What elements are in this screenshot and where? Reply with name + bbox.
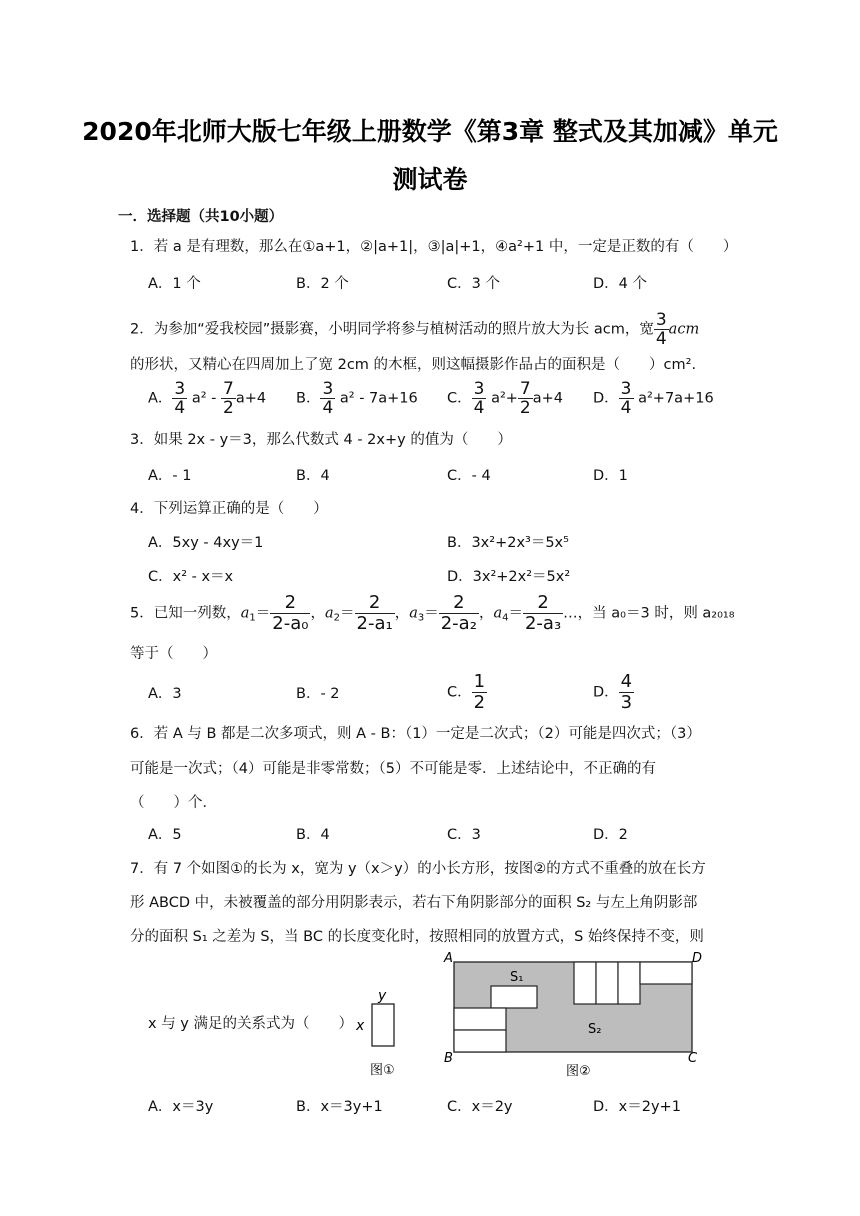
question-5-line-2: 等于（ ） — [130, 646, 217, 662]
small-rect-vertical-3 — [618, 962, 640, 1004]
question-7-line-3: 分的面积 S₁ 之差为 S，当 BC 的长度变化时，按照相同的放置方式，S 始终保持不变，则 — [130, 929, 704, 945]
q2-c-frac2 — [518, 380, 533, 417]
q5-f1-num: 2 — [284, 592, 297, 613]
question-2-line-2: 的形状，又精心在四周加上了宽 2cm 的木框，则这幅摄影作品占的面积是（ ）cm². — [130, 357, 697, 373]
q4-option-b: B．3x²+2x³＝5x⁵ — [447, 535, 569, 551]
fig2-label-a: A — [444, 951, 453, 966]
q5-option-a: A．3 — [148, 686, 182, 702]
q5-option-d: D． $\frac{4}{3}$ — [593, 671, 633, 713]
fig1-caption: 图① — [370, 1063, 395, 1078]
question-6-line-3: （ ）个． — [130, 795, 217, 811]
q2-option-c: C． $\frac{3}{4}$ a²+ $\frac{7}{2}$ a+4 — [447, 379, 564, 418]
q5-c-num: 1 — [473, 671, 486, 692]
q2-d-frac: $\frac{3}{4}$ — [620, 379, 632, 418]
q2-option-a: A． $\frac{3}{4}$ a² - $\frac{7}{2}$ a+4 — [148, 379, 267, 418]
q6-option-b: B．4 — [296, 827, 330, 843]
small-rectangle — [372, 1004, 394, 1046]
fig1-label-y: y — [378, 988, 387, 1004]
q1-option-d: D．4 个 — [593, 276, 647, 292]
q2-a-frac2 — [221, 380, 236, 417]
q2-frac-den: 4 — [655, 329, 667, 349]
q2-b-tail: a² - 7a+16 — [339, 390, 418, 407]
question-3: 3．如果 2x - y＝3，那么代数式 4 - 2x+y 的值为（ ） — [130, 432, 512, 448]
small-rect-middle — [491, 986, 537, 1008]
title-line-1: 2020年北师大版七年级上册数学《第3章 整式及其加减》单元 — [82, 117, 778, 146]
q2-a-frac: $\frac{3}{4}$ — [174, 379, 186, 418]
q5-f2-num: 2 — [368, 592, 381, 613]
q7-option-a: A．x＝3y — [148, 1099, 214, 1115]
small-rect-vertical-2 — [596, 962, 618, 1004]
fig2-label-s2: S₂ — [588, 1022, 602, 1037]
q2-c-tail: a²+ — [491, 390, 518, 407]
q2-b-frac: $\frac{3}{4}$ — [322, 379, 334, 418]
q2-d-tail: a²+7a+16 — [638, 390, 714, 407]
q5-frac-1 — [270, 593, 310, 634]
title-line-2: 测试卷 — [392, 165, 468, 194]
q2-fraction — [654, 311, 669, 348]
small-rect-bottom-1 — [454, 1008, 506, 1030]
q5-f3-num: 2 — [453, 592, 465, 613]
q5-d-num: 4 — [620, 671, 633, 692]
q2-c-end: a+4 — [532, 390, 564, 407]
q4-option-c: C．x² - x＝x — [148, 569, 234, 585]
q2-a-frac2-den: 2 — [223, 398, 234, 418]
question-6-line-2: 可能是一次式；（4）可能是非零常数；（5）不可能是零．上述结论中，不正确的有 — [130, 761, 656, 777]
small-rect-bottom-2 — [454, 1030, 506, 1052]
fig2-label-d: D — [692, 951, 703, 966]
q2-option-b: B． $\frac{3}{4}$ a² - 7a+16 — [296, 379, 418, 418]
q5-option-b: B．- 2 — [296, 686, 340, 702]
q2-c-frac2-den: 2 — [519, 398, 531, 418]
q4-option-a: A．5xy - 4xy＝1 — [148, 535, 264, 551]
question-2-line-1 — [130, 311, 699, 348]
q3-option-a: A．- 1 — [148, 468, 192, 484]
q6-option-d: D．2 — [593, 827, 628, 843]
q2-a-end: a+4 — [235, 390, 267, 407]
fig2-label-s1: S₁ — [510, 970, 524, 985]
question-7-line-1: 7．有 7 个如图①的长为 x，宽为 y（x＞y）的小长方形，按图②的方式不重叠的放在长方 — [130, 861, 706, 877]
q7-option-c: C．x＝2y — [447, 1099, 513, 1115]
fig2-caption: 图② — [566, 1064, 591, 1079]
q5-f3-den: 2-a₂ — [440, 613, 477, 634]
q7-option-b: B．x＝3y+1 — [296, 1099, 383, 1115]
q2-c-frac2-num: 7 — [519, 379, 531, 399]
small-rect-vertical-1 — [574, 962, 596, 1004]
figure-1 — [350, 980, 410, 1080]
fig2-label-c: C — [688, 1051, 698, 1066]
fig2-label-b: B — [444, 1051, 453, 1066]
small-rect-horizontal-top — [640, 962, 692, 984]
q4-option-d: D．3x²+2x²＝5x² — [447, 569, 571, 585]
q6-option-a: A．5 — [148, 827, 182, 843]
question-7-line-2: 形 ABCD 中，未被覆盖的部分用阴影表示，若右下角阴影部分的面积 S₂ 与左上角阴影部 — [130, 895, 698, 911]
section-heading: 一．选择题（共10小题） — [118, 209, 284, 225]
q5-frac-4 — [523, 593, 563, 634]
q5-c-frac — [472, 672, 487, 713]
q5-d-frac — [619, 672, 634, 713]
q5-frac-3 — [439, 593, 479, 634]
q5-c-den: 2 — [473, 692, 486, 713]
q5-option-c: C． $\frac{1}{2}$ — [447, 671, 486, 713]
q5-f4-num: 2 — [537, 592, 549, 613]
q2-c-frac: $\frac{3}{4}$ — [473, 379, 485, 418]
q2-option-d: D． $\frac{3}{4}$ a²+7a+16 — [593, 379, 714, 418]
question-7-line-4: x 与 y 满足的关系式为（ ） — [148, 1016, 353, 1032]
q5-f1-den: 2-a₀ — [272, 613, 309, 634]
q1-option-b: B．2 个 — [296, 276, 349, 292]
q2-a-tail: a² - — [191, 390, 222, 407]
question-1: 1．若 a 是有理数，那么在①a+1，②|a+1|，③|a|+1，④a²+1 中，一定是正数的有（ ） — [130, 239, 738, 255]
q5-frac-2 — [355, 593, 395, 634]
q2-frac-num: 3 — [655, 310, 667, 330]
q1-option-c: C．3 个 — [447, 276, 500, 292]
question-4: 4．下列运算正确的是（ ） — [130, 501, 328, 517]
q5-d-den: 3 — [620, 692, 633, 713]
q5-intro: 5．已知一列数， — [130, 605, 241, 622]
q5-tail: …，当 a₀＝3 时，则 a₂₀₁₈ — [563, 605, 735, 622]
q2-line1-text: 2．为参加“爱我校园”摄影赛，小明同学将参与植树活动的照片放大为长 acm，宽 — [130, 321, 654, 338]
q6-option-c: C．3 — [447, 827, 481, 843]
question-6-line-1: 6．若 A 与 B 都是二次多项式，则 A - B：（1）一定是二次式；（2）可能是四次式；（3） — [130, 726, 701, 742]
q3-option-b: B．4 — [296, 468, 330, 484]
q3-option-c: C．- 4 — [447, 468, 491, 484]
q2-a-frac2-num: 7 — [223, 379, 234, 399]
q2-line1-tail: acm — [668, 321, 700, 338]
q7-option-d: D．x＝2y+1 — [593, 1099, 681, 1115]
figure-2 — [438, 948, 710, 1084]
fig1-label-x: x — [356, 1018, 365, 1034]
q5-f2-den: 2-a₁ — [356, 613, 393, 634]
q5-f4-den: 2-a₃ — [524, 613, 562, 634]
question-5-line-1: 5．已知一列数，$a_1=$ $\frac{2}{\text{2-a₀}}$ ，$a_2=$ $\frac{2}{\text{2-a₁}}$ ，$a_3=$ $\frac{2}{\text{2-a₂}}$ ，$a_4=$ $\frac{2}{\text{2-a₃}}$ …，当 a₀＝3 时，则 a₂₀₁₈ — [130, 592, 735, 634]
q1-option-a: A．1 个 — [148, 276, 201, 292]
q3-option-d: D．1 — [593, 468, 628, 484]
